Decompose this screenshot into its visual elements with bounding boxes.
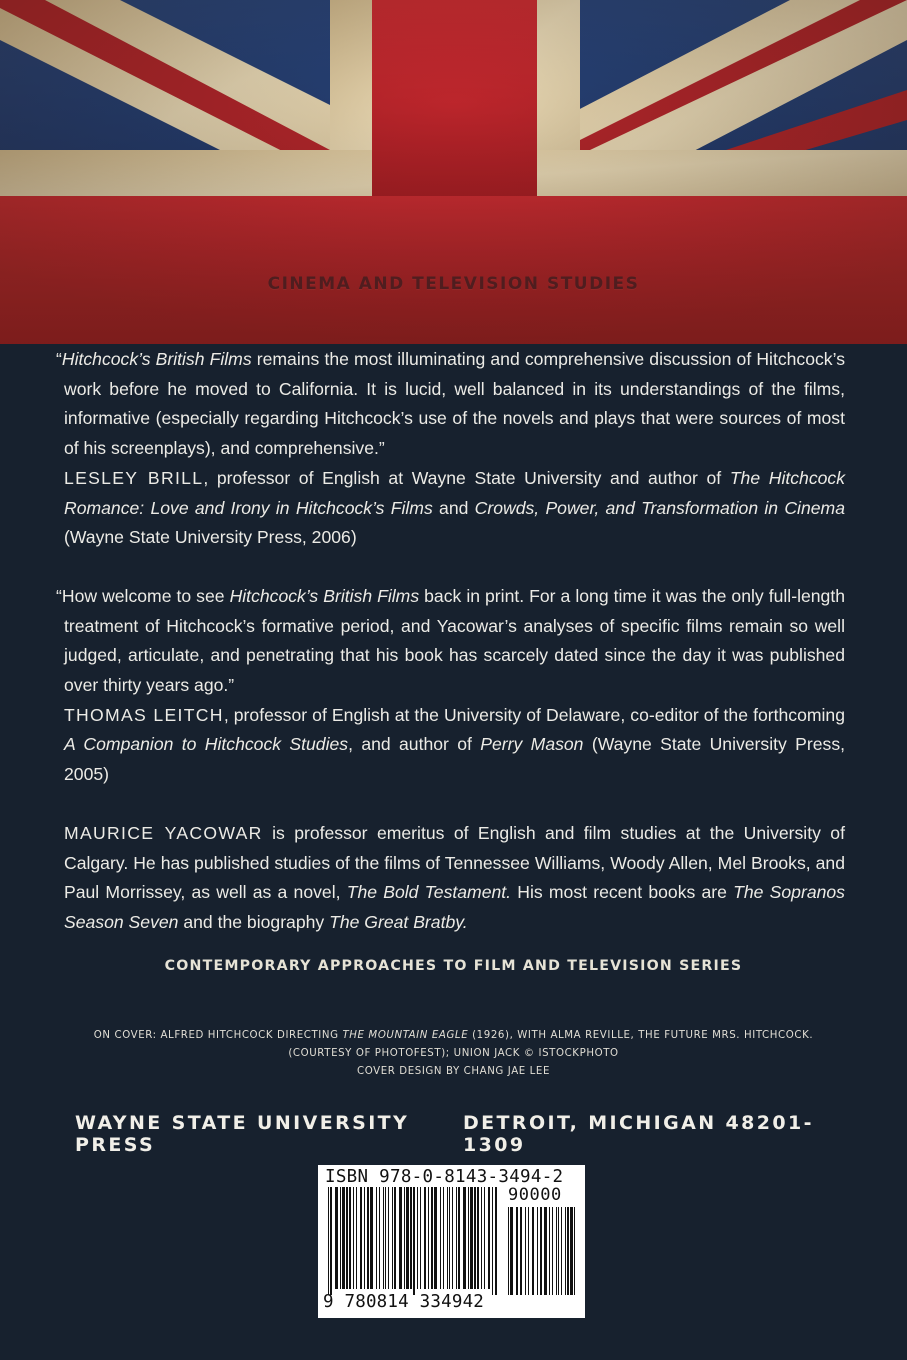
book-title: The Bold Testament. (346, 882, 512, 903)
barcode-bar (413, 1187, 415, 1295)
barcode-bar (376, 1187, 377, 1289)
barcode-addon-bar (508, 1207, 509, 1295)
bio-text: and the biography (178, 911, 330, 932)
barcode-addon-bar (532, 1207, 534, 1295)
barcode-bar (360, 1187, 362, 1289)
book-title: A Companion to Hitchcock Studies (64, 734, 349, 755)
publisher-address: DETROIT, MICHIGAN 48201-1309 (463, 1112, 814, 1156)
barcode-bar (484, 1187, 485, 1289)
series-label: CINEMA AND TELEVISION STUDIES (267, 274, 640, 294)
credit-text: ON COVER: ALFRED HITCHCOCK DIRECTING (93, 1030, 343, 1041)
barcode-bar (492, 1187, 493, 1295)
book-title: The Hitchcock Romance: Love and Irony in Hitchcock’s Films (64, 467, 846, 518)
quote-2-lead: “How welcome to see (56, 585, 230, 606)
barcode-addon-bar (549, 1207, 550, 1295)
quote-1-text: remains the most illuminating and comprehensive discussion of Hitchcock’s work before he moved to California. It is lucid, well balanced in its understandings of the films, informative (especially regarding Hitchcock’s use of the novels and plays that were sources of most of his screenplays), and comprehensive.” (64, 349, 845, 459)
quote-1-author: LESLEY BRILL (64, 467, 204, 488)
barcode-bar (477, 1187, 479, 1289)
barcode-bar (474, 1187, 476, 1289)
publisher-name: WAYNE STATE UNIVERSITY PRESS (75, 1112, 410, 1156)
barcode-bar (463, 1187, 466, 1289)
barcode-addon-bar (570, 1207, 573, 1295)
barcode-bar (349, 1187, 351, 1289)
credit-text: (1926), WITH ALMA REVILLE, THE FUTURE MRS. HITCHCOCK. (468, 1030, 814, 1041)
barcode-bar (495, 1187, 497, 1295)
barcode-addon-bar (574, 1207, 575, 1295)
barcode-addon-bar (520, 1207, 522, 1295)
bio-text: is professor emeritus of English and film studies at the University of Calgary. He has published studies of the films of Tennessee Williams, Woody Allen, Mel Brooks, and Paul Morrissey, as well as a novel, (64, 822, 845, 903)
quote-2-attribution (64, 701, 845, 790)
credit-line-2: (COURTESY OF PHOTOFEST); UNION JACK © ISTOCKPHOTO (288, 1048, 619, 1059)
barcode-bar (388, 1187, 389, 1289)
film-title: THE MOUNTAIN EAGLE (342, 1030, 469, 1041)
union-jack-image (0, 0, 907, 344)
author-name: MAURICE YACOWAR (64, 822, 263, 843)
attribution-text: (Wayne State University Press, 2005) (64, 734, 846, 785)
barcode-bar (356, 1187, 357, 1289)
quote-1: “Hitchcock’s British Films remains the most illuminating and comprehensive discussion of Hitchcock’s work before he moved to California. It is lucid, well balanced in its understandings of the films, informative (especially regarding Hitchcock’s use of the novels and plays that were sources of most of his screenplays), and comprehensive.” (56, 349, 845, 459)
barcode-addon-bar (558, 1207, 559, 1295)
barcode-bar (394, 1187, 396, 1289)
barcode-addon-bar (528, 1207, 529, 1295)
attribution-text: , professor of English at the University of Delaware, co-editor of the forthcoming (223, 704, 845, 725)
barcode-bar (470, 1187, 473, 1289)
barcode-bar (410, 1187, 412, 1289)
barcode-bar (440, 1187, 441, 1289)
barcode-addon-bar (567, 1207, 569, 1295)
barcode-bar (330, 1187, 332, 1295)
barcode-bar (428, 1187, 429, 1289)
publisher (75, 1112, 842, 1156)
barcode-bar (385, 1187, 386, 1289)
barcode-bar (328, 1187, 329, 1295)
barcode-bar (346, 1187, 348, 1289)
barcode-bar (447, 1187, 448, 1289)
barcode-bar (449, 1187, 450, 1289)
barcode-bar (370, 1187, 373, 1289)
credit-line-1 (20, 1027, 887, 1045)
barcode-addon-bar (561, 1207, 562, 1295)
quote-1-attribution (64, 464, 845, 553)
attribution-text: , professor of English at Wayne State University and author of (203, 467, 730, 488)
barcode-addon-bar (516, 1207, 518, 1295)
barcode-bar (452, 1187, 453, 1289)
barcode-bar (468, 1187, 469, 1289)
barcode-bar (488, 1187, 490, 1289)
barcode-bar (456, 1187, 457, 1289)
barcode-bar (340, 1187, 341, 1289)
quote-2-author: THOMAS LEITCH (64, 704, 224, 725)
attribution-text: (Wayne State University Press, 2006) (64, 527, 357, 548)
author-bio (64, 819, 845, 938)
barcode-bar (353, 1187, 354, 1289)
cover-design-credit: COVER DESIGN BY CHANG JAE LEE (357, 1066, 550, 1077)
barcode-bar (367, 1187, 369, 1289)
barcode-bar (481, 1187, 482, 1289)
barcode-bar (342, 1187, 345, 1289)
series-heading: CONTEMPORARY APPROACHES TO FILM AND TELEVISION SERIES (164, 958, 743, 974)
barcode-bar (379, 1187, 380, 1289)
isbn-barcode (318, 1165, 585, 1318)
barcode-addon-bar (544, 1207, 547, 1295)
book-title: Crowds, Power, and Transformation in Cinema (474, 497, 845, 518)
barcode-bar (420, 1187, 421, 1289)
book-title: The Sopranos Season Seven (64, 882, 845, 932)
isbn-text: ISBN 978-0-8143-3494-2 (325, 1167, 564, 1187)
barcode-bar (424, 1187, 426, 1289)
barcode-addon-bar (552, 1207, 553, 1295)
barcode-addon-bar (565, 1207, 566, 1295)
barcode-addon-bar (537, 1207, 538, 1295)
quote-2 (56, 582, 846, 701)
barcode-bar (404, 1187, 405, 1289)
barcode-bar (364, 1187, 365, 1289)
book-title: Perry Mason (480, 734, 584, 755)
barcode-bar (431, 1187, 433, 1289)
barcode-bar (335, 1187, 338, 1289)
barcode-bar (458, 1187, 460, 1289)
bio-text: His most recent books are (511, 882, 734, 903)
barcode-addon-bar (540, 1207, 542, 1295)
barcode-bar (399, 1187, 402, 1289)
barcode-bar (443, 1187, 444, 1289)
quote-2-title: Hitchcock’s British Films (229, 585, 420, 606)
barcode-bar (383, 1187, 384, 1289)
barcode-addon-bar (525, 1207, 526, 1295)
quote-2-text: back in print. For a long time it was the only full-length treatment of Hitchcock’s formative period, and Yacowar’s analyses of specific films remain so well judged, articulate, and penetrating that his book has scarcely dated since the day it was published over thirty years ago.” (64, 585, 846, 696)
cover-credits (20, 1027, 887, 1063)
barcode-bar (434, 1187, 437, 1289)
attribution-text: and (432, 497, 475, 518)
quote-1-title: Hitchcock’s British Films (61, 349, 252, 369)
barcode-bar (392, 1187, 393, 1289)
price-code: 90000 (508, 1185, 562, 1205)
barcode-digits: 9 780814 334942 (323, 1292, 485, 1312)
barcode-bar (406, 1187, 409, 1289)
book-title: The Great Bratby. (329, 911, 468, 932)
barcode-addon-bar (510, 1207, 513, 1295)
barcode-addon-bar (556, 1207, 557, 1295)
barcode-bar (417, 1187, 418, 1289)
back-cover-text (56, 345, 846, 938)
attribution-text: , and author of (348, 734, 481, 755)
